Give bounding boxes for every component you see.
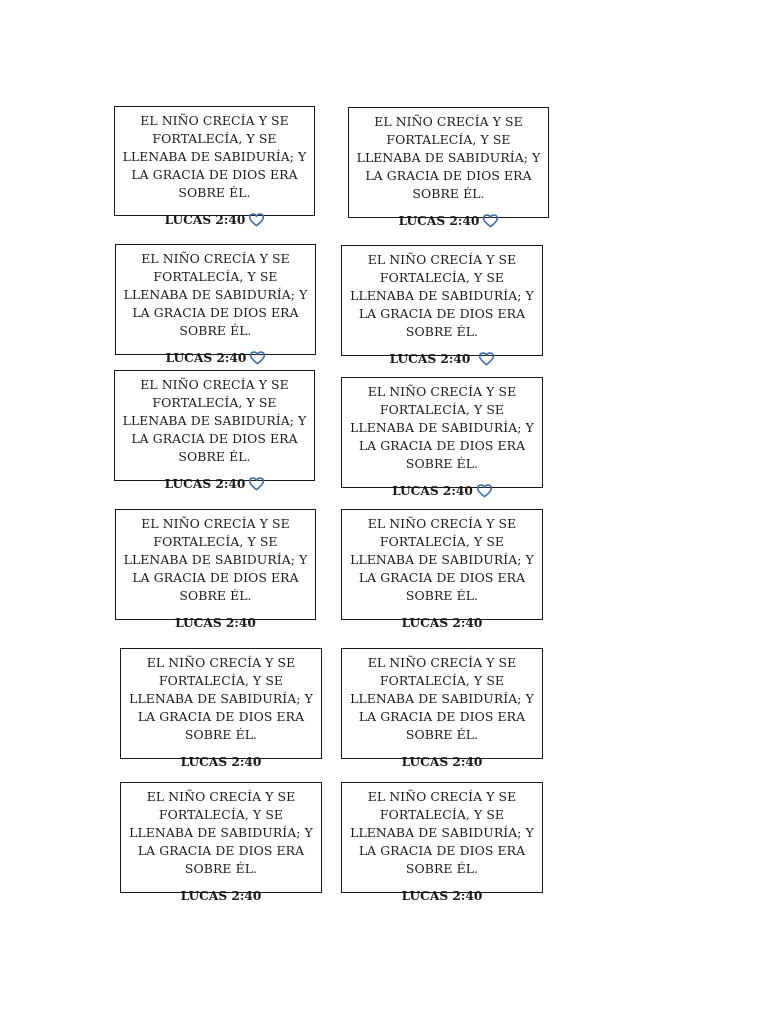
heart-icon [249, 213, 264, 227]
verse-text: EL NIÑO CRECÍA Y SE FORTALECÍA, Y SE LLENABA DE SABIDURÍA; Y LA GRACIA DE DIOS ERA SOBRE ÉL. [350, 252, 534, 339]
verse-text: EL NIÑO CRECÍA Y SE FORTALECÍA, Y SE LLENABA DE SABIDURÍA; Y LA GRACIA DE DIOS ERA SOBRE ÉL. [350, 516, 534, 603]
verse-reference: LUCAS 2:40 [164, 477, 246, 491]
verse-reference-line [342, 483, 542, 499]
verse-reference: LUCAS 2:40 [164, 213, 246, 227]
verse-reference: LUCAS 2:40 [389, 352, 471, 366]
verse-card-6 [341, 377, 543, 498]
verse-text: EL NIÑO CRECÍA Y SE FORTALECÍA, Y SE LLENABA DE SABIDURÍA; Y LA GRACIA DE DIOS ERA SOBRE ÉL. [122, 377, 307, 464]
verse-card-9 [120, 648, 322, 769]
verse-reference-line [342, 888, 542, 904]
verse-reference-line [116, 350, 315, 366]
verse-reference: LUCAS 2:40 [165, 351, 247, 365]
verse-reference-line [342, 754, 542, 770]
verse-reference: LUCAS 2:40 [175, 616, 256, 630]
verse-reference: LUCAS 2:40 [398, 214, 480, 228]
heart-icon [483, 214, 498, 228]
verse-text: EL NIÑO CRECÍA Y SE FORTALECÍA, Y SE LLENABA DE SABIDURÍA; Y LA GRACIA DE DIOS ERA SOBRE ÉL. [129, 789, 313, 876]
heart-icon [477, 484, 492, 498]
verse-text: EL NIÑO CRECÍA Y SE FORTALECÍA, Y SE LLENABA DE SABIDURÍA; Y LA GRACIA DE DIOS ERA SOBRE ÉL. [122, 113, 307, 200]
verse-card-4 [341, 245, 543, 366]
verse-reference: LUCAS 2:40 [401, 616, 483, 630]
verse-text: EL NIÑO CRECÍA Y SE FORTALECÍA, Y SE LLENABA DE SABIDURÍA; Y LA GRACIA DE DIOS ERA SOBRE ÉL. [350, 384, 534, 471]
verse-card-11 [120, 782, 322, 903]
verse-reference-line [342, 351, 542, 367]
verse-card-5 [114, 370, 315, 491]
verse-card-8 [341, 509, 543, 630]
verse-card-1 [114, 106, 315, 227]
heart-icon [250, 351, 265, 365]
verse-reference-line [115, 476, 314, 492]
verse-text: EL NIÑO CRECÍA Y SE FORTALECÍA, Y SE LLENABA DE SABIDURÍA; Y LA GRACIA DE DIOS ERA SOBRE ÉL. [350, 655, 534, 742]
verse-card-10 [341, 648, 543, 769]
verse-reference: LUCAS 2:40 [180, 889, 262, 903]
verse-reference-line [349, 213, 548, 229]
verse-reference-line [116, 615, 315, 631]
verse-reference: LUCAS 2:40 [401, 755, 483, 769]
verse-card-7 [115, 509, 316, 630]
verse-reference: LUCAS 2:40 [401, 889, 483, 903]
verse-reference-line [121, 754, 321, 770]
heart-icon [249, 477, 264, 491]
verse-text: EL NIÑO CRECÍA Y SE FORTALECÍA, Y SE LLENABA DE SABIDURÍA; Y LA GRACIA DE DIOS ERA SOBRE ÉL. [123, 516, 308, 603]
verse-card-3 [115, 244, 316, 365]
verse-text: EL NIÑO CRECÍA Y SE FORTALECÍA, Y SE LLENABA DE SABIDURÍA; Y LA GRACIA DE DIOS ERA SOBRE ÉL. [123, 251, 308, 338]
verse-text: EL NIÑO CRECÍA Y SE FORTALECÍA, Y SE LLENABA DE SABIDURÍA; Y LA GRACIA DE DIOS ERA SOBRE ÉL. [129, 655, 313, 742]
verse-card-12 [341, 782, 543, 903]
verse-reference: LUCAS 2:40 [180, 755, 262, 769]
verse-card-2 [348, 107, 549, 228]
verse-text: EL NIÑO CRECÍA Y SE FORTALECÍA, Y SE LLENABA DE SABIDURÍA; Y LA GRACIA DE DIOS ERA SOBRE ÉL. [356, 114, 541, 201]
heart-icon [479, 352, 494, 366]
verse-reference-line [115, 212, 314, 228]
verse-reference-line [121, 888, 321, 904]
verse-text: EL NIÑO CRECÍA Y SE FORTALECÍA, Y SE LLENABA DE SABIDURÍA; Y LA GRACIA DE DIOS ERA SOBRE ÉL. [350, 789, 534, 876]
verse-reference-line [342, 615, 542, 631]
verse-reference: LUCAS 2:40 [392, 484, 473, 498]
